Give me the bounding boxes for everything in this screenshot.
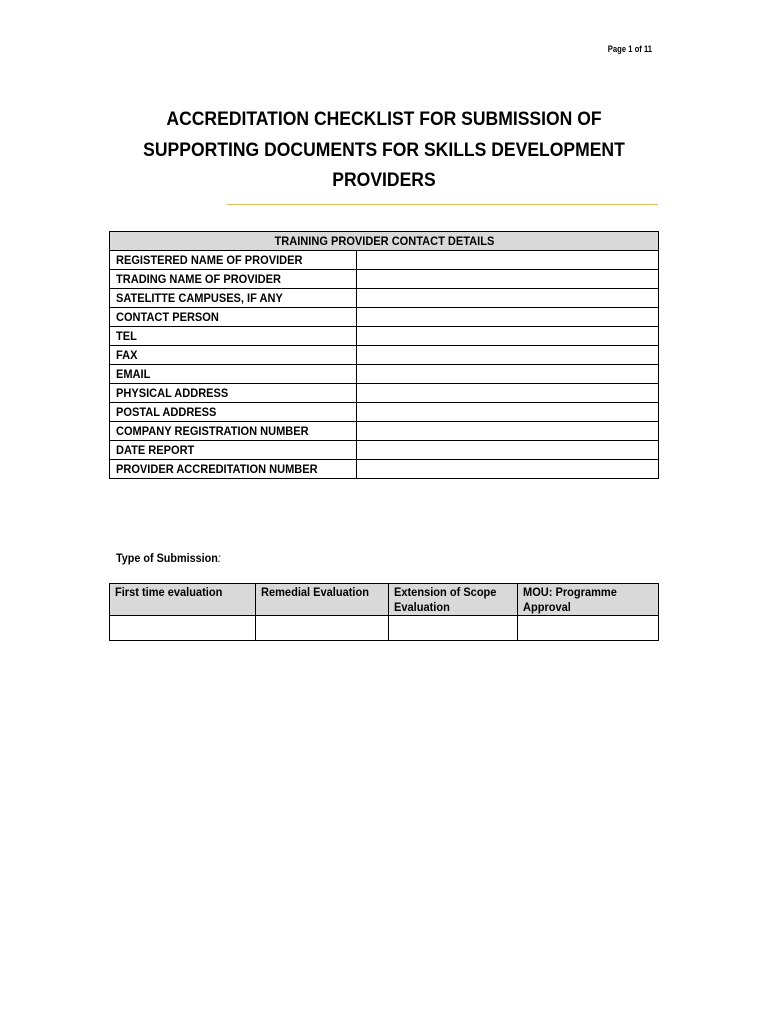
submission-type-label: Type of Submission:: [116, 551, 221, 565]
row-value-tel[interactable]: [357, 327, 659, 346]
table-row: [110, 422, 659, 441]
cell-extension-scope[interactable]: [389, 616, 517, 641]
title-line-3: PROVIDERS: [332, 169, 436, 191]
row-value-date-report[interactable]: [357, 441, 659, 460]
cell-remedial[interactable]: [256, 616, 389, 641]
submission-header-row: [110, 584, 659, 616]
title-line-1: ACCREDITATION CHECKLIST FOR SUBMISSION OF: [166, 108, 602, 130]
table-row: [110, 403, 659, 422]
contact-details-table: [109, 231, 659, 479]
row-value-fax[interactable]: [357, 346, 659, 365]
table-row: [110, 308, 659, 327]
column-header-first-time: First time evaluation: [110, 584, 256, 616]
table-row: [110, 616, 659, 641]
table-row: [110, 365, 659, 384]
column-header-extension-scope: Extension of Scope Evaluation: [389, 584, 517, 616]
row-label-contact-person: CONTACT PERSON: [110, 308, 357, 327]
row-value-company-registration[interactable]: [357, 422, 659, 441]
submission-type-table: [109, 583, 659, 641]
table-row: [110, 460, 659, 479]
contact-table-header-row: [110, 232, 659, 251]
row-value-email[interactable]: [357, 365, 659, 384]
row-label-fax: FAX: [110, 346, 357, 365]
table-row: [110, 270, 659, 289]
row-value-trading-name[interactable]: [357, 270, 659, 289]
page-number: Page 1 of 11: [607, 44, 652, 54]
table-row: [110, 289, 659, 308]
row-label-tel: TEL: [110, 327, 357, 346]
row-value-accreditation-number[interactable]: [357, 460, 659, 479]
table-row: [110, 327, 659, 346]
row-value-postal-address[interactable]: [357, 403, 659, 422]
row-label-trading-name: TRADING NAME OF PROVIDER: [110, 270, 357, 289]
title-line-2: SUPPORTING DOCUMENTS FOR SKILLS DEVELOPMENT: [143, 138, 625, 161]
row-value-contact-person[interactable]: [357, 308, 659, 327]
table-row: [110, 384, 659, 403]
table-row: [110, 441, 659, 460]
document-title: [80, 104, 688, 196]
row-label-company-registration: COMPANY REGISTRATION NUMBER: [110, 422, 357, 441]
row-label-registered-name: REGISTERED NAME OF PROVIDER: [110, 251, 357, 270]
row-label-physical-address: PHYSICAL ADDRESS: [110, 384, 357, 403]
table-row: [110, 346, 659, 365]
title-underline-rule: [227, 204, 658, 205]
row-value-physical-address[interactable]: [357, 384, 659, 403]
cell-mou-approval[interactable]: [517, 616, 658, 641]
contact-table-heading: TRAINING PROVIDER CONTACT DETAILS: [110, 232, 659, 251]
table-row: [110, 251, 659, 270]
row-label-email: EMAIL: [110, 365, 357, 384]
row-label-postal-address: POSTAL ADDRESS: [110, 403, 357, 422]
cell-first-time[interactable]: [110, 616, 256, 641]
row-value-satellite-campuses[interactable]: [357, 289, 659, 308]
row-label-date-report: DATE REPORT: [110, 441, 357, 460]
column-header-remedial: Remedial Evaluation: [256, 584, 389, 616]
row-value-registered-name[interactable]: [357, 251, 659, 270]
row-label-accreditation-number: PROVIDER ACCREDITATION NUMBER: [110, 460, 357, 479]
column-header-mou-approval: MOU: Programme Approval: [517, 584, 658, 616]
row-label-satellite-campuses: SATELITTE CAMPUSES, IF ANY: [110, 289, 357, 308]
